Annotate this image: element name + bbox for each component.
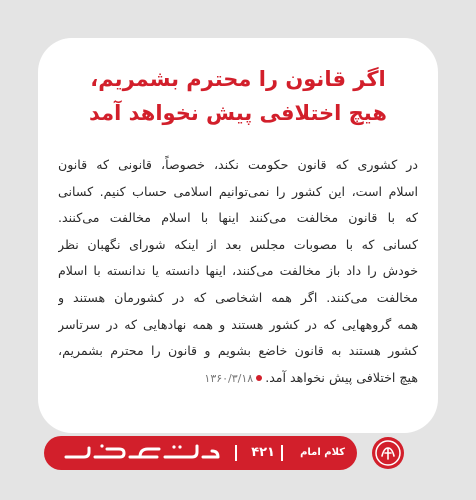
- quote-title-line-2: هیچ اختلافی پیش نخواهد آمد: [89, 101, 387, 125]
- quote-date: ۱۳۶۰/۳/۱۸: [204, 371, 254, 385]
- quote-body-line-5: خودش را داد باز مخالفت می‌کنند، اینها دانسته یا ندانسته با اسلام: [58, 263, 418, 279]
- calligraphy-logo-icon: [62, 442, 222, 464]
- quote-body-line-2: اسلام است، این کشور را نمی‌توانیم اسلامی حساب کنیم. کسانی: [58, 183, 418, 199]
- quote-body-line-9: هیچ اختلافی پیش نخواهد آمد.: [265, 369, 418, 385]
- quote-body-line-7: همه گروههایی که در کشور هستند و همه نهادهایی که در سرتاسر: [58, 316, 418, 332]
- footer-label: کلام امام: [300, 447, 345, 458]
- footer-divider: [281, 445, 283, 461]
- quote-card: [38, 38, 438, 433]
- seal-badge-icon: [371, 436, 405, 470]
- quote-body-line-6: مخالفت می‌کنند. اگر همه اشخاصی که در کشورمان هستند و: [58, 289, 418, 305]
- quote-body-last-line: [58, 365, 418, 393]
- footer-bar: [44, 436, 357, 470]
- quote-title: [58, 62, 418, 130]
- quote-body-line-3: که با قانون مخالفت می‌کنند اینها با اسلام مخالفت می‌کنند.: [58, 210, 418, 226]
- footer-number: ۴۲۱: [251, 445, 275, 460]
- red-dot-icon: [256, 375, 262, 381]
- quote-body: [58, 152, 418, 392]
- quote-body-line-4: کسانی که با مصوبات مجلس بعد از اینکه شورای نگهبان نظر: [58, 236, 418, 252]
- quote-body-line-1: در کشوری که قانون حکومت نکند، خصوصاً، قانونی که قانون: [58, 157, 418, 172]
- quote-title-line-1: اگر قانون را محترم بشمریم،: [90, 67, 386, 91]
- quote-body-line-8: کشور هستند به قانون خاضع بشویم و قانون را محترم بشمریم،: [58, 343, 418, 359]
- footer-divider: [235, 445, 237, 461]
